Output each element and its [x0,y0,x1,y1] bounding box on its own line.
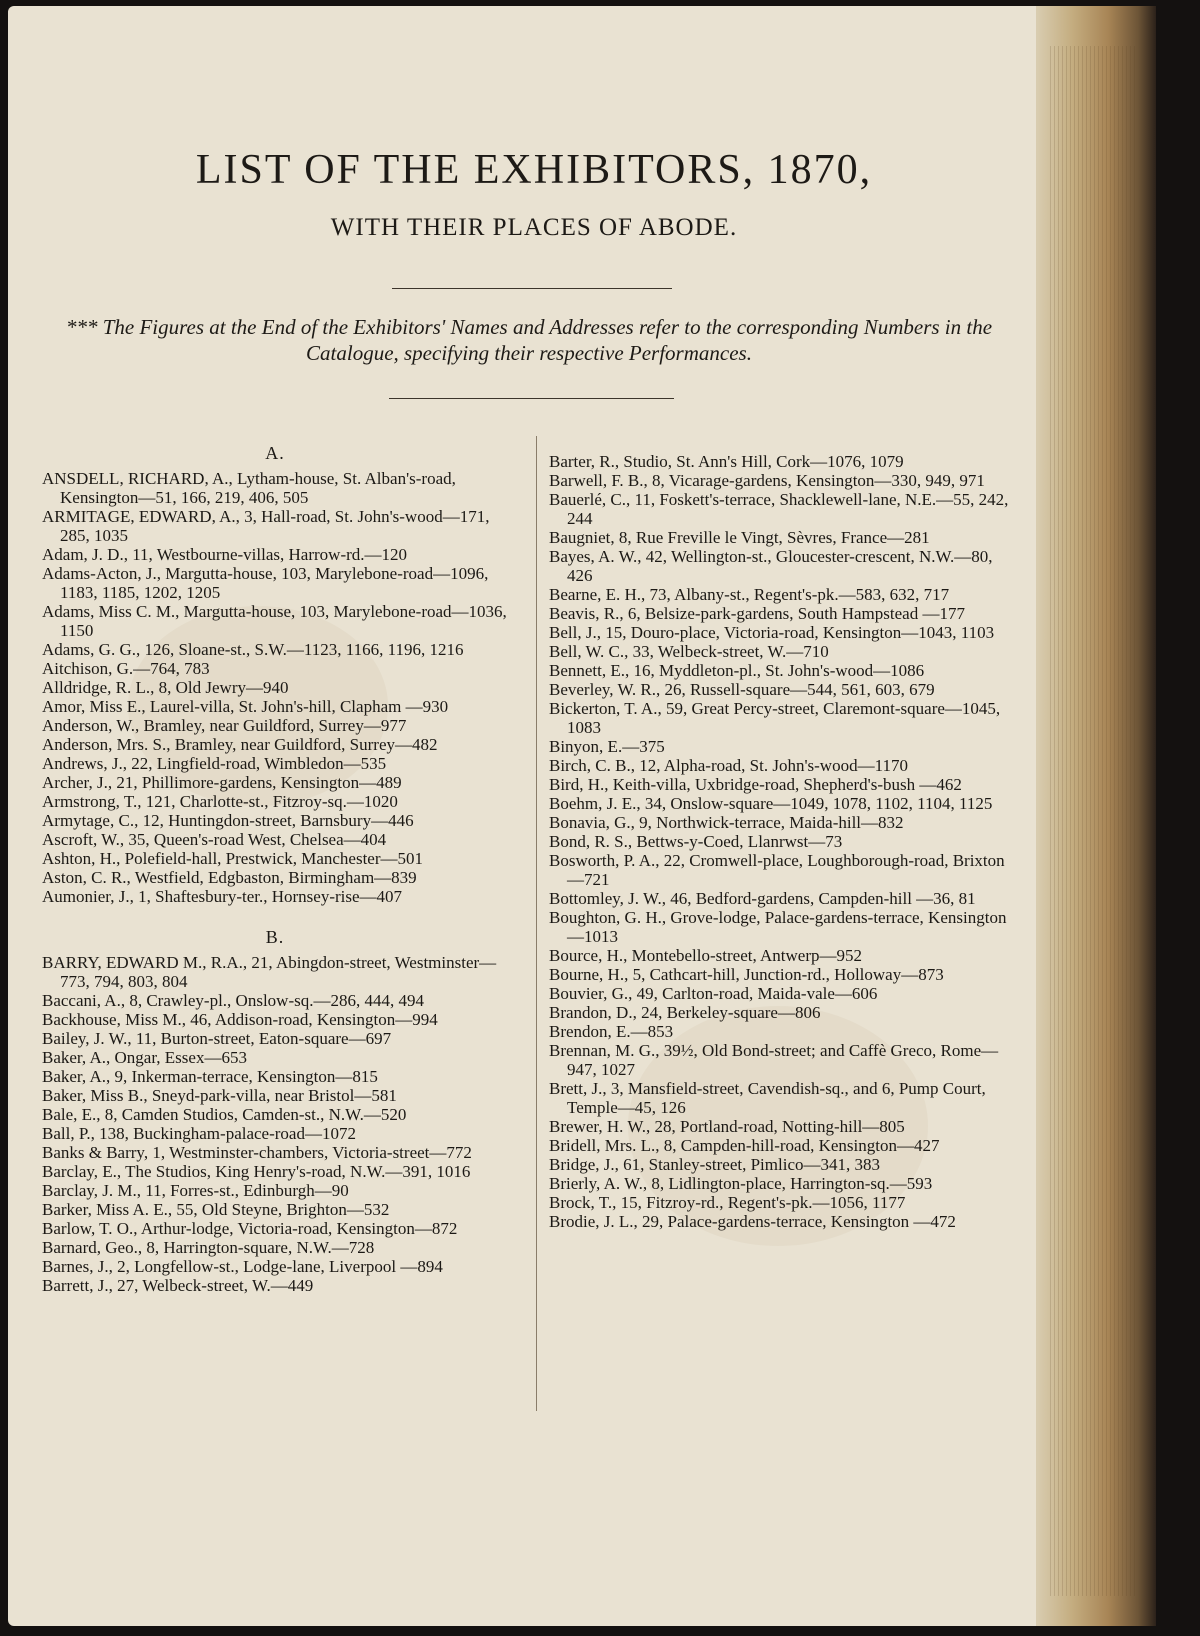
exhibitor-entry: Bickerton, T. A., 59, Great Percy-street, Claremont-square—1045, 1083 [549,699,1001,737]
exhibitor-entry: ARMITAGE, EDWARD, A., 3, Hall-road, St. John's-wood—171, 285, 1035 [42,507,490,545]
exhibitor-entry: Binyon, E.—375 [549,737,665,756]
exhibitor-entry: Brett, J., 3, Mansfield-street, Cavendish-sq., and 6, Pump Court, Temple—45, 126 [549,1079,986,1117]
exhibitor-entry: Bauerlé, C., 11, Foskett's-terrace, Shacklewell-lane, N.E.—55, 242, 244 [549,490,1009,528]
exhibitor-entry: Adams, G. G., 126, Sloane-st., S.W.—1123, 1166, 1196, 1216 [42,640,464,659]
exhibitor-entry: Bottomley, J. W., 46, Bedford-gardens, Campden-hill —36, 81 [549,889,976,908]
exhibitor-entry: Adams-Acton, J., Margutta-house, 103, Marylebone-road—1096, 1183, 1185, 1202, 1205 [42,564,489,602]
exhibitor-entry: Barker, Miss A. E., 55, Old Steyne, Brighton—532 [42,1200,390,1219]
exhibitor-entry: Baker, Miss B., Sneyd-park-villa, near Bristol—581 [42,1086,397,1105]
page-edge [1036,6,1156,1626]
exhibitor-entry: Bourne, H., 5, Cathcart-hill, Junction-rd., Holloway—873 [549,965,944,984]
exhibitor-entry: Barclay, J. M., 11, Forres-st., Edinburgh—90 [42,1181,349,1200]
title-rule [392,288,672,289]
exhibitor-entry: Barwell, F. B., 8, Vicarage-gardens, Kensington—330, 949, 971 [549,471,985,490]
exhibitor-entry: Bennett, E., 16, Myddleton-pl., St. John's-wood—1086 [549,661,925,680]
exhibitor-entry: ANSDELL, RICHARD, A., Lytham-house, St. Alban's-road, Kensington—51, 166, 219, 406, 505 [42,469,456,507]
exhibitor-entry: Baccani, A., 8, Crawley-pl., Onslow-sq.—286, 444, 494 [42,991,424,1010]
page-text [34,6,1034,1626]
exhibitor-entry: Beverley, W. R., 26, Russell-square—544, 561, 603, 679 [549,680,935,699]
exhibitor-entry: Bource, H., Montebello-street, Antwerp—952 [549,946,863,965]
exhibitor-entry: Brennan, M. G., 39½, Old Bond-street; and Caffè Greco, Rome—947, 1027 [549,1041,999,1079]
exhibitor-entry: Bonavia, G., 9, Northwick-terrace, Maida-hill—832 [549,813,904,832]
page-subtitle: WITH THEIR PLACES OF ABODE. [330,214,738,241]
exhibitor-entry: Birch, C. B., 12, Alpha-road, St. John's-wood—1170 [549,756,908,775]
left-column [42,440,508,1295]
exhibitor-entry: Bale, E., 8, Camden Studios, Camden-st., N.W.—520 [42,1105,407,1124]
exhibitor-entry: Adam, J. D., 11, Westbourne-villas, Harrow-rd.—120 [42,545,408,564]
exhibitor-entry: Brock, T., 15, Fitzroy-rd., Regent's-pk.—1056, 1177 [549,1193,906,1212]
book-page [8,6,1156,1626]
exhibitor-entry: Adams, Miss C. M., Margutta-house, 103, Marylebone-road—1036, 1150 [42,602,507,640]
exhibitor-entry: Anderson, Mrs. S., Bramley, near Guildford, Surrey—482 [42,735,438,754]
exhibitor-entry: Bayes, A. W., 42, Wellington-st., Gloucester-crescent, N.W.—80, 426 [549,547,993,585]
exhibitor-entry: Bosworth, P. A., 22, Cromwell-place, Loughborough-road, Brixton—721 [549,851,1005,889]
exhibitor-entry: Brewer, H. W., 28, Portland-road, Notting-hill—805 [549,1117,905,1136]
exhibitor-entry: Archer, J., 21, Phillimore-gardens, Kensington—489 [42,773,402,792]
exhibitor-entry: Aitchison, G.—764, 783 [42,659,210,678]
exhibitor-entry: Armstrong, T., 121, Charlotte-st., Fitzroy-sq.—1020 [42,792,398,811]
exhibitor-entry: Baker, A., 9, Inkerman-terrace, Kensington—815 [42,1067,378,1086]
exhibitor-list-b [42,953,508,1295]
exhibitor-entry: Aumonier, J., 1, Shaftesbury-ter., Hornsey-rise—407 [42,887,403,906]
catalogue-note: *** The Figures at the End of the Exhibitors' Names and Addresses refer to the corresponding Numbers in the Catalogue, specifying their respective Performances. [65,315,993,365]
exhibitor-entry: Barlow, T. O., Arthur-lodge, Victoria-road, Kensington—872 [42,1219,458,1238]
section-letter-a: A. [265,443,285,463]
exhibitor-entry: Baugniet, 8, Rue Freville le Vingt, Sèvres, France—281 [549,528,930,547]
exhibitor-entry: Ashton, H., Polefield-hall, Prestwick, Manchester—501 [42,849,424,868]
column-divider [536,436,537,1411]
exhibitor-entry: Backhouse, Miss M., 46, Addison-road, Kensington—994 [42,1010,438,1029]
exhibitor-entry: Brierly, A. W., 8, Lidlington-place, Harrington-sq.—593 [549,1174,933,1193]
exhibitor-entry: BARRY, EDWARD M., R.A., 21, Abingdon-street, Westminster—773, 794, 803, 804 [42,953,497,991]
exhibitor-entry: Boehm, J. E., 34, Onslow-square—1049, 1078, 1102, 1104, 1125 [549,794,993,813]
exhibitor-entry: Barclay, E., The Studios, King Henry's-road, N.W.—391, 1016 [42,1162,471,1181]
exhibitor-entry: Bailey, J. W., 11, Burton-street, Eaton-square—697 [42,1029,392,1048]
exhibitor-entry: Armytage, C., 12, Huntingdon-street, Barnsbury—446 [42,811,414,830]
exhibitor-entry: Bouvier, G., 49, Carlton-road, Maida-vale—606 [549,984,878,1003]
exhibitor-entry: Barnard, Geo., 8, Harrington-square, N.W.—728 [42,1238,375,1257]
page-edge-lines [1050,46,1136,1596]
exhibitor-entry: Barter, R., Studio, St. Ann's Hill, Cork—1076, 1079 [549,452,904,471]
exhibitor-entry: Baker, A., Ongar, Essex—653 [42,1048,247,1067]
exhibitor-entry: Aston, C. R., Westfield, Edgbaston, Birmingham—839 [42,868,417,887]
exhibitor-entry: Bell, W. C., 33, Welbeck-street, W.—710 [549,642,829,661]
note-rule [389,398,674,399]
exhibitor-entry: Barrett, J., 27, Welbeck-street, W.—449 [42,1276,314,1295]
exhibitor-list-a [42,469,508,906]
exhibitor-entry: Ascroft, W., 35, Queen's-road West, Chelsea—404 [42,830,387,849]
right-column [549,452,1015,1231]
exhibitor-entry: Bell, J., 15, Douro-place, Victoria-road, Kensington—1043, 1103 [549,623,995,642]
exhibitor-entry: Bird, H., Keith-villa, Uxbridge-road, Shepherd's-bush —462 [549,775,962,794]
exhibitor-entry: Barnes, J., 2, Longfellow-st., Lodge-lane, Liverpool —894 [42,1257,443,1276]
exhibitor-entry: Ball, P., 138, Buckingham-palace-road—1072 [42,1124,356,1143]
exhibitor-entry: Bearne, E. H., 73, Albany-st., Regent's-pk.—583, 632, 717 [549,585,950,604]
exhibitor-entry: Andrews, J., 22, Lingfield-road, Wimbledon—535 [42,754,387,773]
exhibitor-entry: Amor, Miss E., Laurel-villa, St. John's-hill, Clapham —930 [42,697,449,716]
exhibitor-entry: Alldridge, R. L., 8, Old Jewry—940 [42,678,289,697]
exhibitor-entry: Bond, R. S., Bettws-y-Coed, Llanrwst—73 [549,832,843,851]
exhibitor-entry: Brandon, D., 24, Berkeley-square—806 [549,1003,821,1022]
page-title: LIST OF THE EXHIBITORS, 1870, [195,147,873,193]
exhibitor-entry: Brodie, J. L., 29, Palace-gardens-terrace, Kensington —472 [549,1212,956,1231]
exhibitor-entry: Anderson, W., Bramley, near Guildford, Surrey—977 [42,716,407,735]
exhibitor-entry: Boughton, G. H., Grove-lodge, Palace-gardens-terrace, Kensington—1013 [549,908,1007,946]
exhibitor-entry: Brendon, E.—853 [549,1022,674,1041]
exhibitor-entry: Banks & Barry, 1, Westminster-chambers, Victoria-street—772 [42,1143,472,1162]
exhibitor-entry: Bridge, J., 61, Stanley-street, Pimlico—341, 383 [549,1155,880,1174]
exhibitor-entry: Beavis, R., 6, Belsize-park-gardens, South Hampstead —177 [549,604,965,623]
exhibitor-entry: Bridell, Mrs. L., 8, Campden-hill-road, Kensington—427 [549,1136,940,1155]
section-letter-b: B. [265,927,285,947]
exhibitor-list-right [549,452,1015,1231]
